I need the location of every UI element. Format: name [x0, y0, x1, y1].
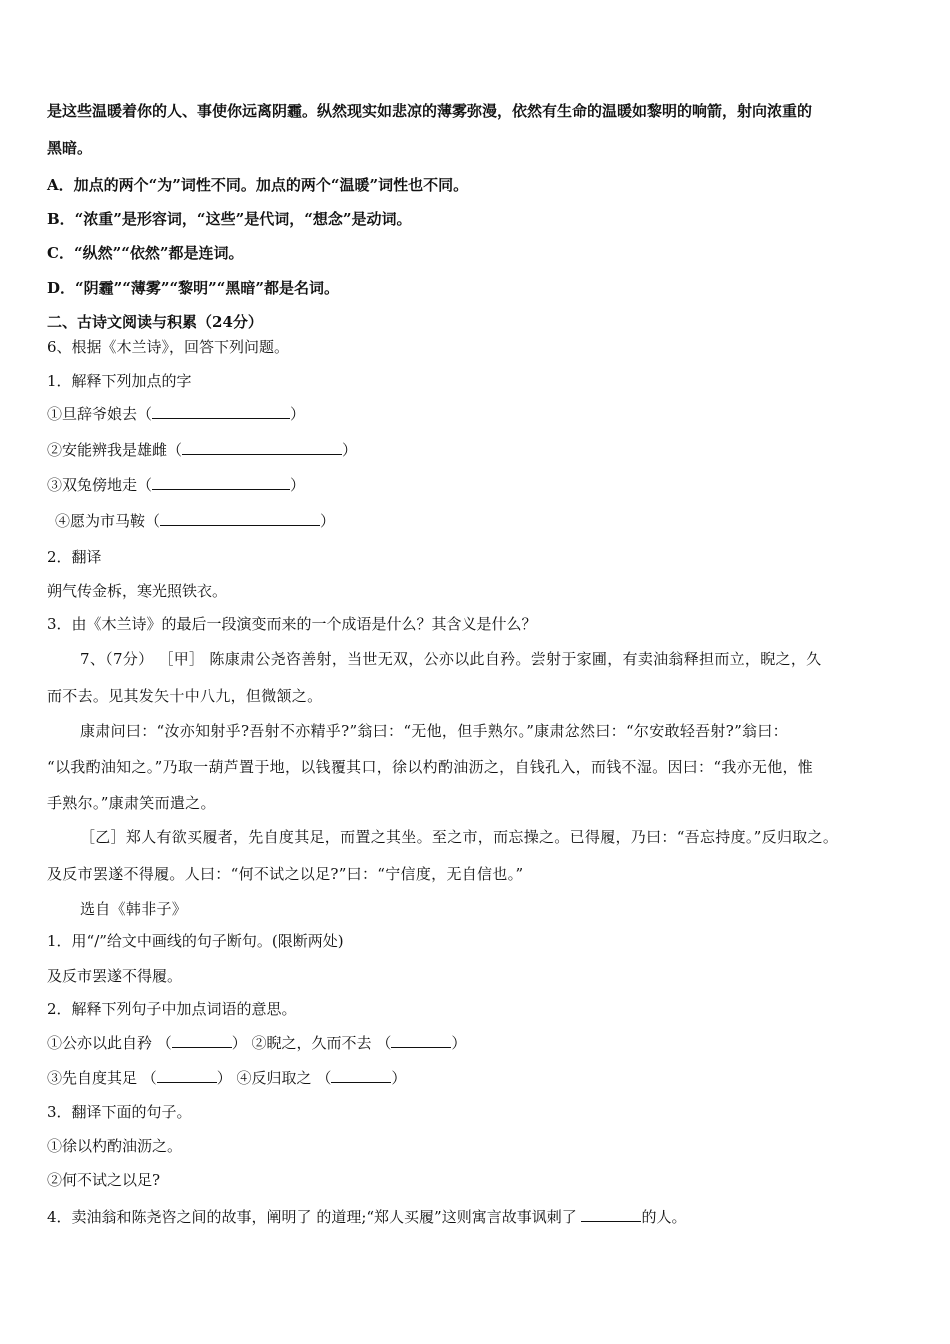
q7-yi-line-2: 及反市罢遂不得履。人曰：“何不试之以足?”曰：“宁信度，无自信也。” [47, 865, 524, 883]
q7-jia-line-2: 而不去。见其发矢十中八九，但微颔之。 [47, 687, 323, 705]
item-suffix: ） [290, 476, 306, 494]
option-c: C．“纵然”“依然”都是连词。 [47, 244, 244, 262]
item-label: ） ④反归取之 （ [216, 1069, 332, 1087]
item-suffix: ） [290, 405, 306, 423]
answer-blank[interactable] [581, 1207, 641, 1222]
item-suffix: ） [320, 512, 336, 530]
q7-sub3-item-2: ②何不试之以足? [47, 1171, 161, 1189]
q6-item-3 [47, 475, 305, 495]
section-heading: 二、古诗文阅读与积累（24分） [47, 313, 263, 331]
item-label: ③先自度其足 （ [47, 1069, 157, 1087]
item-prefix: ②安能辨我是雄雌（ [47, 441, 183, 459]
q7-source: 选自《韩非子》 [80, 900, 188, 918]
q7-sub2-row-1 [47, 1033, 466, 1053]
q6-title: 6、根据《木兰诗》，回答下列问题。 [47, 338, 290, 356]
answer-blank[interactable] [391, 1033, 451, 1048]
answer-blank[interactable] [152, 475, 290, 490]
q6-sub3-text: 3．由《木兰诗》的最后一段演变而来的一个成语是什么？其含义是什么？ [47, 615, 537, 633]
q7-sub2-row-2 [47, 1068, 406, 1088]
item-label: ①公亦以此自矜 （ [47, 1034, 172, 1052]
q7-sub4 [47, 1207, 687, 1227]
q6-sub2-text: 朔气传金柝，寒光照铁衣。 [47, 582, 228, 600]
q7-sub3-item-1: ①徐以杓酌油沥之。 [47, 1137, 183, 1155]
q7-yi-line-1: ［乙］郑人有欲买履者，先自度其足，而置之其坐。至之市，而忘操之。已得履，乃曰：“吾忘持度。”反归取之。 [80, 828, 839, 846]
q6-item-4 [55, 511, 335, 531]
q7-jia-line-5: 手熟尔。”康肃笑而遣之。 [47, 794, 216, 812]
item-prefix: ④愿为市马鞍（ [55, 512, 161, 530]
q6-sub1-title: 1．解释下列加点的字 [47, 372, 192, 390]
q6-sub2-title: 2．翻译 [47, 548, 102, 566]
q6-item-2 [47, 440, 357, 460]
item-label: 4．卖油翁和陈尧咨之间的故事，阐明了 的道理;“郑人买履”这则寓言故事讽刺了 [47, 1208, 582, 1226]
answer-blank[interactable] [157, 1068, 217, 1083]
q6-item-1 [47, 404, 305, 424]
item-label: ） [391, 1069, 407, 1087]
option-b: B．“浓重”是形容词，“这些”是代词，“想念”是动词。 [47, 210, 412, 228]
answer-blank[interactable] [182, 440, 342, 455]
item-prefix: ③双兔傍地走（ [47, 476, 153, 494]
option-d: D．“阴霾”“薄雾”“黎明”“黑暗”都是名词。 [47, 279, 340, 297]
q7-sub1-text: 及反市罢遂不得履。 [47, 967, 183, 985]
q7-jia-line-1: 7、（7分） ［甲］ 陈康肃公尧咨善射，当世无双，公亦以此自矜。尝射于家圃，有卖油翁释担而立，睨之，久 [80, 650, 822, 668]
item-label: ） [451, 1034, 467, 1052]
answer-blank[interactable] [152, 404, 290, 419]
q7-sub2-title: 2．解释下列句子中加点词语的意思。 [47, 1000, 297, 1018]
option-a: A．加点的两个“为”词性不同。加点的两个“温暖”词性也不同。 [47, 176, 469, 194]
item-prefix: ①旦辞爷娘去（ [47, 405, 153, 423]
item-suffix: ） [342, 441, 358, 459]
answer-blank[interactable] [172, 1033, 232, 1048]
answer-blank[interactable] [331, 1068, 391, 1083]
item-label: ） ②睨之，久而不去 （ [231, 1034, 392, 1052]
q7-sub1-title: 1．用“/”给文中画线的句子断句。(限断两处) [47, 932, 344, 950]
q7-sub3-title: 3．翻译下面的句子。 [47, 1103, 192, 1121]
passage-line-2: 黑暗。 [47, 139, 93, 157]
answer-blank[interactable] [160, 511, 320, 526]
q7-jia-line-3: 康肃问曰：“汝亦知射乎?吾射不亦精乎?”翁曰：“无他，但手熟尔。”康肃忿然曰：“尔安敢轻吾射?”翁曰： [80, 722, 788, 740]
passage-line-1: 是这些温暖着你的人、事使你远离阴霾。纵然现实如悲凉的薄雾弥漫，依然有生命的温暖如黎明的响箭，射向浓重的 [47, 102, 813, 120]
q7-jia-line-4: “以我酌油知之。”乃取一葫芦置于地，以钱覆其口，徐以杓酌油沥之，自钱孔入，而钱不湿。因曰：“我亦无他，惟 [47, 758, 814, 776]
item-label: 的人。 [641, 1208, 687, 1226]
